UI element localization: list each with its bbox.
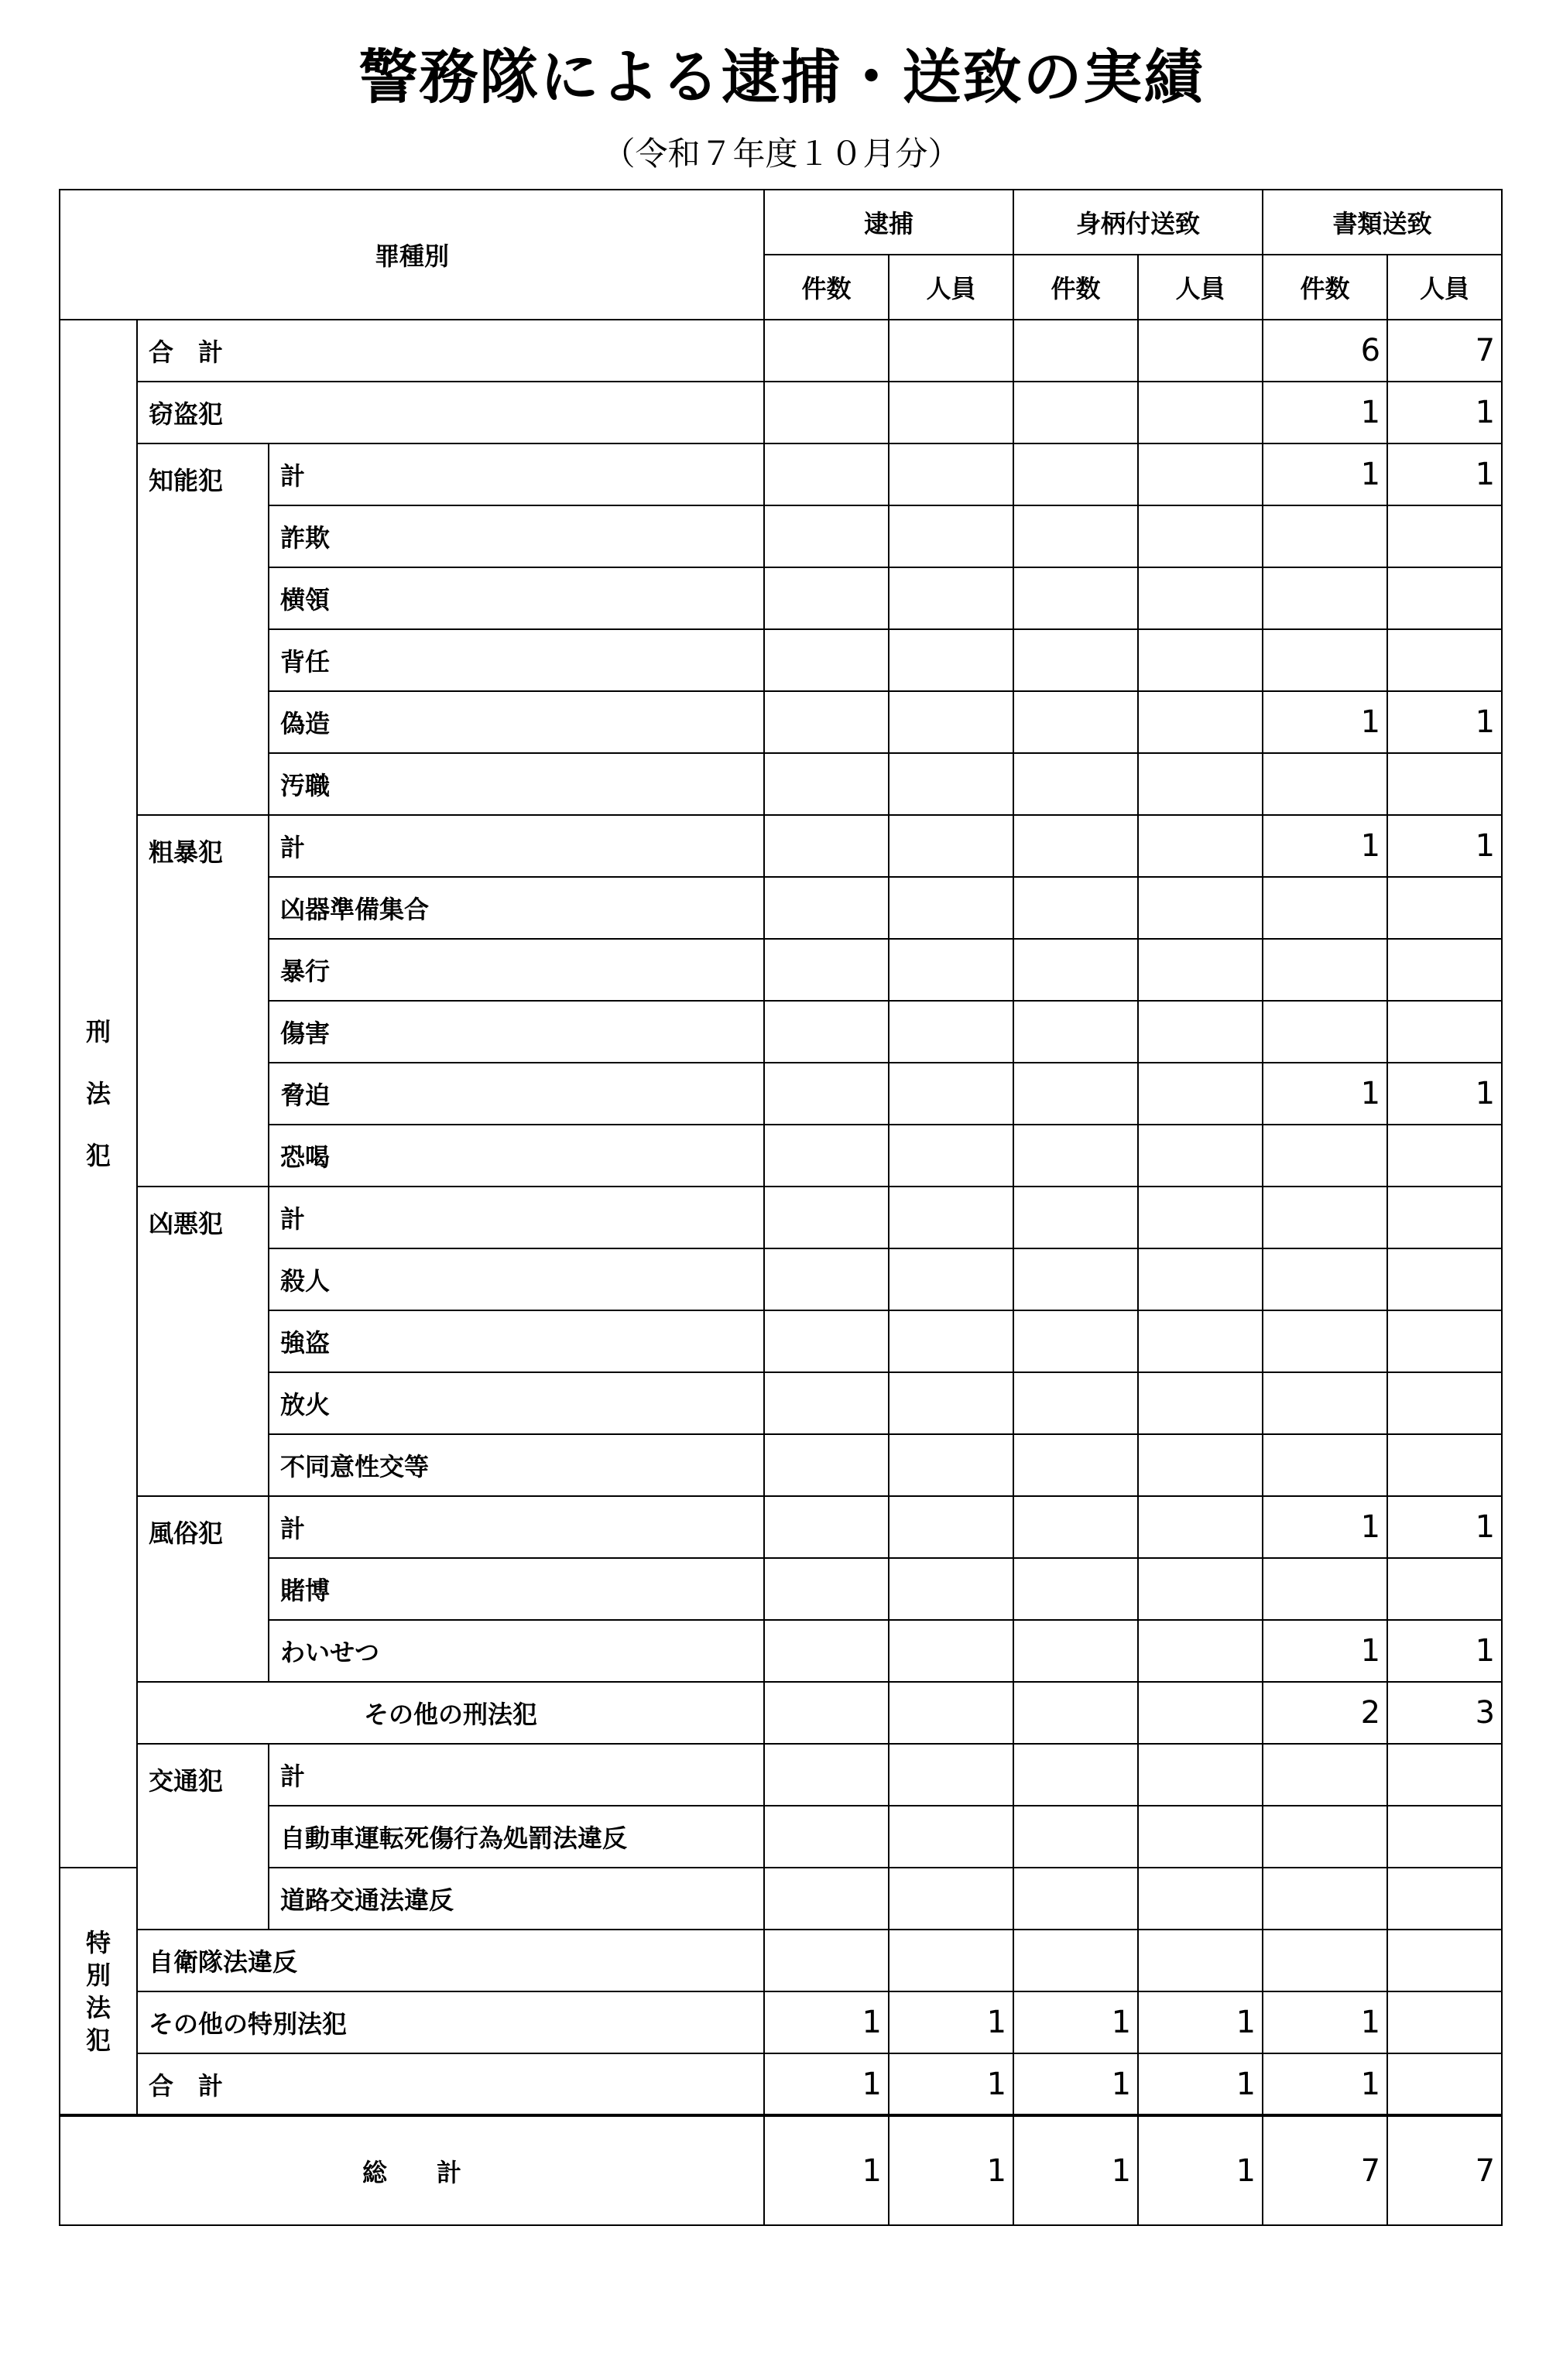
custody-count-cell bbox=[1013, 877, 1138, 939]
document-count-cell: 7 bbox=[1263, 2115, 1387, 2225]
document-count-cell bbox=[1263, 1187, 1387, 1248]
custody-count-cell: 1 bbox=[1013, 1991, 1138, 2053]
table-row bbox=[60, 877, 1502, 939]
document-persons-cell bbox=[1387, 1372, 1502, 1434]
row-label: 賭博 bbox=[269, 1558, 764, 1620]
custody-count-cell bbox=[1013, 1187, 1138, 1248]
header-crime-type: 罪種別 bbox=[60, 190, 764, 320]
custody-persons-cell bbox=[1138, 1434, 1263, 1496]
row-label: 計 bbox=[269, 1744, 764, 1806]
document-count-cell: 1 bbox=[1263, 1063, 1387, 1125]
document-count-cell: 1 bbox=[1263, 815, 1387, 877]
row-label: 強盗 bbox=[269, 1310, 764, 1372]
custody-count-cell bbox=[1013, 753, 1138, 815]
document-persons-cell bbox=[1387, 505, 1502, 567]
table-row bbox=[60, 505, 1502, 567]
arrest-count-cell bbox=[764, 567, 889, 629]
document-persons-cell bbox=[1387, 1001, 1502, 1063]
custody-persons-cell bbox=[1138, 1682, 1263, 1744]
row-label: 計 bbox=[269, 1187, 764, 1248]
custody-count-cell bbox=[1013, 939, 1138, 1001]
arrest-persons-cell bbox=[889, 877, 1013, 939]
document-persons-cell bbox=[1387, 1991, 1502, 2053]
document-count-cell bbox=[1263, 567, 1387, 629]
arrest-count-cell bbox=[764, 753, 889, 815]
document-count-cell bbox=[1263, 1558, 1387, 1620]
table-row bbox=[60, 1310, 1502, 1372]
custody-persons-cell bbox=[1138, 1496, 1263, 1558]
custody-count-cell bbox=[1013, 505, 1138, 567]
arrest-count-cell bbox=[764, 1001, 889, 1063]
document-count-cell bbox=[1263, 1744, 1387, 1806]
document-persons-cell bbox=[1387, 1187, 1502, 1248]
table-row bbox=[60, 1434, 1502, 1496]
arrest-persons-cell bbox=[889, 320, 1013, 382]
document-count-cell bbox=[1263, 1372, 1387, 1434]
row-label: 窃盗犯 bbox=[137, 382, 764, 443]
document-persons-cell: 1 bbox=[1387, 443, 1502, 505]
table-row bbox=[60, 1187, 1502, 1248]
arrest-persons-cell bbox=[889, 629, 1013, 691]
row-label: 計 bbox=[269, 815, 764, 877]
arrest-persons-cell bbox=[889, 1001, 1013, 1063]
row-label: 偽造 bbox=[269, 691, 764, 753]
arrest-count-cell bbox=[764, 691, 889, 753]
table-row bbox=[60, 1001, 1502, 1063]
arrest-persons-cell: 1 bbox=[889, 2053, 1013, 2115]
header-count: 件数 bbox=[1263, 255, 1387, 320]
table-row bbox=[60, 1125, 1502, 1187]
custody-persons-cell bbox=[1138, 382, 1263, 443]
custody-persons-cell bbox=[1138, 1063, 1263, 1125]
group-fuzoku: 風俗犯 bbox=[137, 1496, 269, 1682]
custody-persons-cell: 1 bbox=[1138, 2115, 1263, 2225]
custody-persons-cell bbox=[1138, 1001, 1263, 1063]
arrest-count-cell bbox=[764, 1310, 889, 1372]
custody-persons-cell bbox=[1138, 1744, 1263, 1806]
row-label: 道路交通法違反 bbox=[269, 1868, 764, 1930]
custody-persons-cell bbox=[1138, 567, 1263, 629]
page-subtitle: （令和７年度１０月分） bbox=[602, 135, 961, 173]
document-persons-cell bbox=[1387, 1125, 1502, 1187]
table-row bbox=[60, 691, 1502, 753]
document-persons-cell bbox=[1387, 1868, 1502, 1930]
table-row bbox=[60, 320, 1502, 382]
arrest-count-cell: 1 bbox=[764, 2115, 889, 2225]
table-row bbox=[60, 753, 1502, 815]
custody-persons-cell bbox=[1138, 1310, 1263, 1372]
document-persons-cell bbox=[1387, 939, 1502, 1001]
arrest-count-cell bbox=[764, 1372, 889, 1434]
row-label: 計 bbox=[269, 1496, 764, 1558]
document-persons-cell bbox=[1387, 1806, 1502, 1868]
custody-persons-cell bbox=[1138, 629, 1263, 691]
table-row bbox=[60, 815, 1502, 877]
header-count: 件数 bbox=[1013, 255, 1138, 320]
custody-count-cell bbox=[1013, 1620, 1138, 1682]
custody-count-cell bbox=[1013, 1868, 1138, 1930]
document-count-cell bbox=[1263, 1930, 1387, 1991]
arrest-count-cell bbox=[764, 1248, 889, 1310]
arrest-persons-cell bbox=[889, 1868, 1013, 1930]
custody-persons-cell bbox=[1138, 505, 1263, 567]
group-chino: 知能犯 bbox=[137, 443, 269, 815]
custody-persons-cell bbox=[1138, 1125, 1263, 1187]
row-label: 総 計 bbox=[60, 2115, 764, 2225]
arrest-count-cell: 1 bbox=[764, 2053, 889, 2115]
arrest-persons-cell bbox=[889, 1125, 1013, 1187]
row-label: 脅迫 bbox=[269, 1063, 764, 1125]
document-count-cell bbox=[1263, 939, 1387, 1001]
row-label: 詐欺 bbox=[269, 505, 764, 567]
arrest-persons-cell bbox=[889, 1434, 1013, 1496]
custody-persons-cell bbox=[1138, 877, 1263, 939]
arrest-persons-cell bbox=[889, 815, 1013, 877]
arrest-count-cell bbox=[764, 505, 889, 567]
arrest-count-cell bbox=[764, 629, 889, 691]
row-label: 汚職 bbox=[269, 753, 764, 815]
row-label: その他の特別法犯 bbox=[137, 1991, 764, 2053]
document-count-cell bbox=[1263, 877, 1387, 939]
group-sobo: 粗暴犯 bbox=[137, 815, 269, 1187]
arrest-count-cell bbox=[764, 443, 889, 505]
header-persons: 人員 bbox=[1138, 255, 1263, 320]
custody-persons-cell bbox=[1138, 320, 1263, 382]
custody-count-cell bbox=[1013, 1682, 1138, 1744]
row-label: 恐喝 bbox=[269, 1125, 764, 1187]
table-row bbox=[60, 1558, 1502, 1620]
arrest-persons-cell bbox=[889, 505, 1013, 567]
document-count-cell: 1 bbox=[1263, 1991, 1387, 2053]
row-label: 不同意性交等 bbox=[269, 1434, 764, 1496]
document-count-cell bbox=[1263, 753, 1387, 815]
arrest-persons-cell bbox=[889, 567, 1013, 629]
document-persons-cell: 1 bbox=[1387, 382, 1502, 443]
header-document-referral: 書類送致 bbox=[1263, 190, 1502, 255]
document-persons-cell: 7 bbox=[1387, 320, 1502, 382]
document-count-cell bbox=[1263, 1248, 1387, 1310]
document-persons-cell: 1 bbox=[1387, 1620, 1502, 1682]
arrest-count-cell bbox=[764, 1806, 889, 1868]
grand-total-row bbox=[60, 2115, 1502, 2225]
arrest-persons-cell bbox=[889, 1187, 1013, 1248]
arrest-count-cell bbox=[764, 1620, 889, 1682]
arrest-count-cell bbox=[764, 320, 889, 382]
document-count-cell: 1 bbox=[1263, 1620, 1387, 1682]
custody-persons-cell bbox=[1138, 1620, 1263, 1682]
table-row bbox=[60, 1496, 1502, 1558]
arrest-count-cell bbox=[764, 1063, 889, 1125]
custody-persons-cell: 1 bbox=[1138, 2053, 1263, 2115]
custody-persons-cell bbox=[1138, 753, 1263, 815]
arrest-count-cell bbox=[764, 1744, 889, 1806]
custody-count-cell bbox=[1013, 1372, 1138, 1434]
document-persons-cell bbox=[1387, 1248, 1502, 1310]
document-persons-cell bbox=[1387, 1434, 1502, 1496]
custody-count-cell bbox=[1013, 1001, 1138, 1063]
table-row bbox=[60, 1063, 1502, 1125]
arrest-results-table bbox=[59, 189, 1503, 2226]
row-label: 合 計 bbox=[137, 2053, 764, 2115]
row-label: わいせつ bbox=[269, 1620, 764, 1682]
table-row bbox=[60, 1991, 1502, 2053]
row-label: 横領 bbox=[269, 567, 764, 629]
custody-persons-cell bbox=[1138, 939, 1263, 1001]
custody-persons-cell bbox=[1138, 1806, 1263, 1868]
table-row bbox=[60, 1620, 1502, 1682]
document-count-cell bbox=[1263, 1806, 1387, 1868]
document-count-cell: 6 bbox=[1263, 320, 1387, 382]
header-arrest: 逮捕 bbox=[764, 190, 1013, 255]
document-persons-cell bbox=[1387, 877, 1502, 939]
row-label: 暴行 bbox=[269, 939, 764, 1001]
group-kyoaku: 凶悪犯 bbox=[137, 1187, 269, 1496]
arrest-persons-cell bbox=[889, 753, 1013, 815]
row-label: 凶器準備集合 bbox=[269, 877, 764, 939]
document-persons-cell: 1 bbox=[1387, 1063, 1502, 1125]
document-persons-cell bbox=[1387, 1310, 1502, 1372]
document-count-cell bbox=[1263, 1125, 1387, 1187]
header-custody-referral: 身柄付送致 bbox=[1013, 190, 1263, 255]
arrest-persons-cell bbox=[889, 1558, 1013, 1620]
custody-persons-cell bbox=[1138, 1558, 1263, 1620]
table-row bbox=[60, 1248, 1502, 1310]
row-label: 自衛隊法違反 bbox=[137, 1930, 764, 1991]
row-label: 殺人 bbox=[269, 1248, 764, 1310]
document-persons-cell: 1 bbox=[1387, 691, 1502, 753]
custody-count-cell bbox=[1013, 443, 1138, 505]
custody-count-cell bbox=[1013, 1744, 1138, 1806]
table-row bbox=[60, 939, 1502, 1001]
row-label: 放火 bbox=[269, 1372, 764, 1434]
custody-persons-cell: 1 bbox=[1138, 1991, 1263, 2053]
custody-count-cell bbox=[1013, 1434, 1138, 1496]
arrest-count-cell bbox=[764, 1558, 889, 1620]
header-persons: 人員 bbox=[1387, 255, 1502, 320]
table-row bbox=[60, 1744, 1502, 1806]
custody-count-cell bbox=[1013, 1558, 1138, 1620]
arrest-count-cell bbox=[764, 1930, 889, 1991]
page-title: 警務隊による逮捕・送致の実績 bbox=[358, 43, 1205, 111]
arrest-persons-cell bbox=[889, 1248, 1013, 1310]
document-persons-cell bbox=[1387, 2053, 1502, 2115]
arrest-count-cell: 1 bbox=[764, 1991, 889, 2053]
arrest-count-cell bbox=[764, 1434, 889, 1496]
document-persons-cell: 7 bbox=[1387, 2115, 1502, 2225]
document-count-cell: 2 bbox=[1263, 1682, 1387, 1744]
arrest-persons-cell: 1 bbox=[889, 2115, 1013, 2225]
arrest-count-cell bbox=[764, 877, 889, 939]
document-persons-cell bbox=[1387, 567, 1502, 629]
table-row bbox=[60, 443, 1502, 505]
row-label: 自動車運転死傷行為処罰法違反 bbox=[269, 1806, 764, 1868]
custody-count-cell bbox=[1013, 629, 1138, 691]
custody-persons-cell bbox=[1138, 1372, 1263, 1434]
custody-count-cell bbox=[1013, 1063, 1138, 1125]
table-row bbox=[60, 1806, 1502, 1868]
document-persons-cell bbox=[1387, 753, 1502, 815]
arrest-persons-cell bbox=[889, 691, 1013, 753]
header-persons: 人員 bbox=[889, 255, 1013, 320]
arrest-persons-cell bbox=[889, 1744, 1013, 1806]
document-persons-cell bbox=[1387, 1558, 1502, 1620]
custody-count-cell bbox=[1013, 382, 1138, 443]
document-count-cell: 1 bbox=[1263, 2053, 1387, 2115]
row-label: 計 bbox=[269, 443, 764, 505]
table-row bbox=[60, 629, 1502, 691]
custody-persons-cell bbox=[1138, 691, 1263, 753]
document-persons-cell: 1 bbox=[1387, 815, 1502, 877]
custody-persons-cell bbox=[1138, 1930, 1263, 1991]
group-tokubetsu: 特 別 法 犯 bbox=[60, 1868, 137, 2115]
document-count-cell bbox=[1263, 1001, 1387, 1063]
arrest-persons-cell bbox=[889, 1930, 1013, 1991]
document-persons-cell: 1 bbox=[1387, 1496, 1502, 1558]
arrest-persons-cell bbox=[889, 382, 1013, 443]
arrest-count-cell bbox=[764, 1682, 889, 1744]
table-row bbox=[60, 567, 1502, 629]
table-row bbox=[60, 1372, 1502, 1434]
document-count-cell: 1 bbox=[1263, 691, 1387, 753]
arrest-count-cell bbox=[764, 1125, 889, 1187]
custody-count-cell bbox=[1013, 1125, 1138, 1187]
table-row bbox=[60, 2053, 1502, 2115]
table-row bbox=[60, 1682, 1502, 1744]
header-count: 件数 bbox=[764, 255, 889, 320]
arrest-count-cell bbox=[764, 1496, 889, 1558]
arrest-count-cell bbox=[764, 1868, 889, 1930]
custody-persons-cell bbox=[1138, 815, 1263, 877]
custody-count-cell bbox=[1013, 567, 1138, 629]
document-count-cell bbox=[1263, 1434, 1387, 1496]
arrest-count-cell bbox=[764, 815, 889, 877]
document-count-cell: 1 bbox=[1263, 1496, 1387, 1558]
arrest-persons-cell bbox=[889, 1682, 1013, 1744]
group-keiho: 刑 法 犯 bbox=[60, 320, 137, 1868]
arrest-persons-cell bbox=[889, 1806, 1013, 1868]
table-row bbox=[60, 382, 1502, 443]
document-count-cell: 1 bbox=[1263, 382, 1387, 443]
custody-count-cell bbox=[1013, 691, 1138, 753]
custody-persons-cell bbox=[1138, 443, 1263, 505]
custody-count-cell bbox=[1013, 1496, 1138, 1558]
document-count-cell bbox=[1263, 1868, 1387, 1930]
custody-persons-cell bbox=[1138, 1187, 1263, 1248]
arrest-persons-cell bbox=[889, 1372, 1013, 1434]
document-count-cell bbox=[1263, 629, 1387, 691]
table-row bbox=[60, 1930, 1502, 1991]
arrest-persons-cell bbox=[889, 1496, 1013, 1558]
arrest-persons-cell bbox=[889, 443, 1013, 505]
custody-persons-cell bbox=[1138, 1868, 1263, 1930]
row-label: その他の刑法犯 bbox=[137, 1682, 764, 1744]
document-persons-cell bbox=[1387, 1930, 1502, 1991]
row-label: 背任 bbox=[269, 629, 764, 691]
document-persons-cell bbox=[1387, 1744, 1502, 1806]
custody-count-cell bbox=[1013, 320, 1138, 382]
custody-count-cell bbox=[1013, 815, 1138, 877]
arrest-persons-cell bbox=[889, 1063, 1013, 1125]
document-count-cell bbox=[1263, 505, 1387, 567]
custody-count-cell bbox=[1013, 1930, 1138, 1991]
document-persons-cell bbox=[1387, 629, 1502, 691]
custody-count-cell bbox=[1013, 1806, 1138, 1868]
custody-count-cell bbox=[1013, 1310, 1138, 1372]
table-row bbox=[60, 1868, 1502, 1930]
arrest-persons-cell bbox=[889, 939, 1013, 1001]
document-persons-cell: 3 bbox=[1387, 1682, 1502, 1744]
group-kotsu: 交通犯 bbox=[137, 1744, 269, 1930]
custody-count-cell: 1 bbox=[1013, 2115, 1138, 2225]
document-count-cell: 1 bbox=[1263, 443, 1387, 505]
row-label: 合 計 bbox=[137, 320, 764, 382]
arrest-count-cell bbox=[764, 939, 889, 1001]
custody-count-cell bbox=[1013, 1248, 1138, 1310]
arrest-persons-cell bbox=[889, 1620, 1013, 1682]
custody-persons-cell bbox=[1138, 1248, 1263, 1310]
arrest-count-cell bbox=[764, 1187, 889, 1248]
arrest-persons-cell: 1 bbox=[889, 1991, 1013, 2053]
arrest-count-cell bbox=[764, 382, 889, 443]
header-row-1 bbox=[60, 190, 1502, 255]
arrest-persons-cell bbox=[889, 1310, 1013, 1372]
document-count-cell bbox=[1263, 1310, 1387, 1372]
row-label: 傷害 bbox=[269, 1001, 764, 1063]
custody-count-cell: 1 bbox=[1013, 2053, 1138, 2115]
